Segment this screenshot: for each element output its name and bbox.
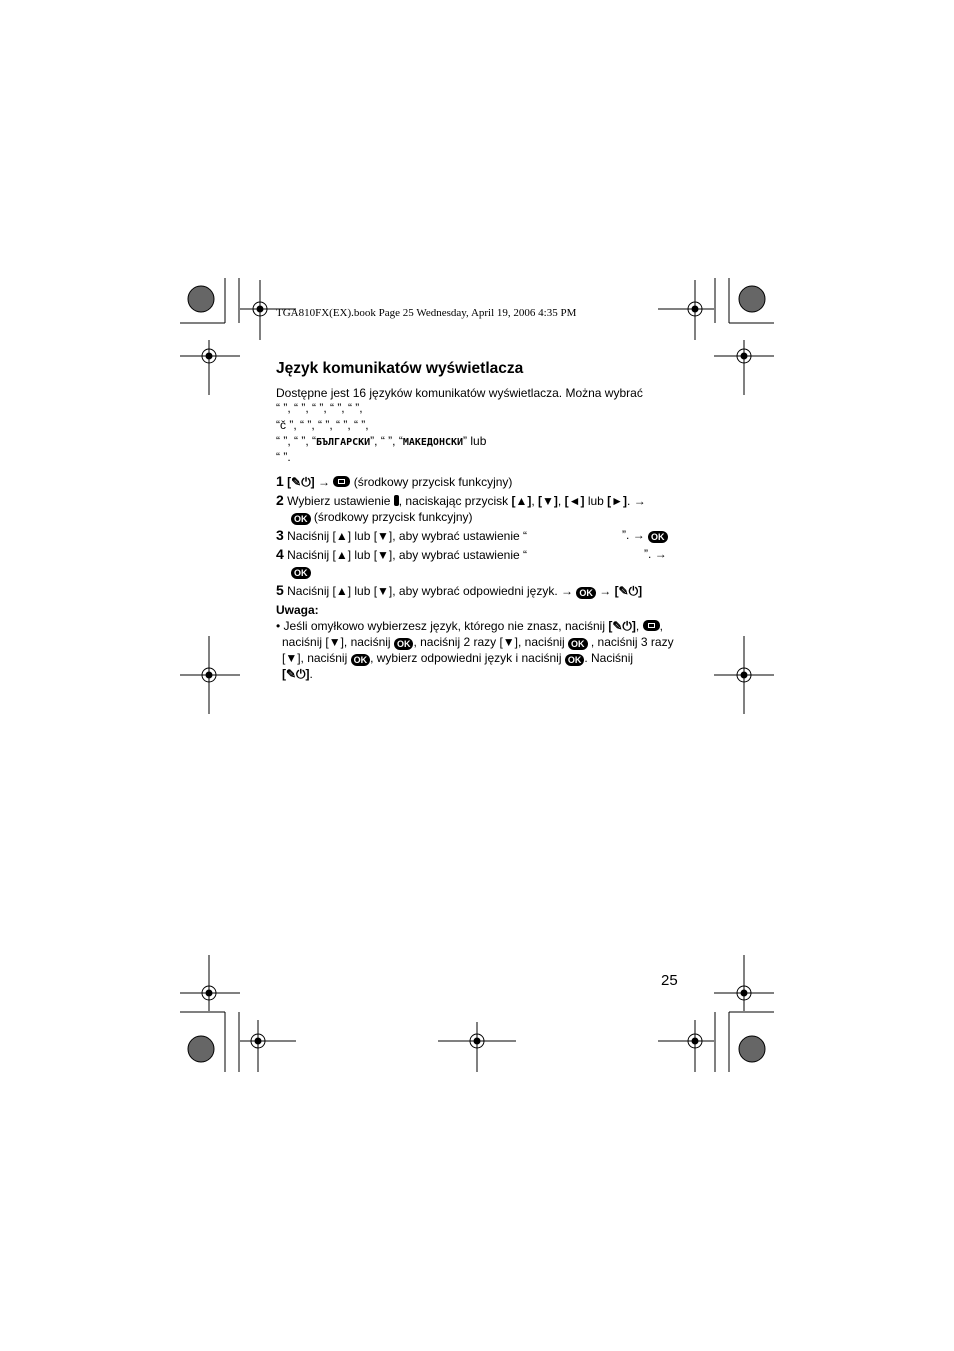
comma: , xyxy=(635,619,640,633)
lang-lub: ” lub xyxy=(463,434,487,448)
note-label: Uwaga: xyxy=(276,603,319,617)
language-list-line-2 xyxy=(276,418,369,432)
arrow-icon: → xyxy=(599,584,612,598)
note-line-1 xyxy=(276,619,663,633)
note-text: [▼], naciśnij xyxy=(282,651,348,665)
quote-end: ”. xyxy=(622,528,630,542)
comma: , xyxy=(659,619,663,633)
up-key: [▲] xyxy=(511,494,532,508)
note-text: naciśnij [▼], naciśnij xyxy=(282,635,391,649)
ok-key-icon: OK xyxy=(291,567,311,579)
ok-key-icon: OK xyxy=(291,513,311,525)
ok-key-icon: OK xyxy=(394,638,414,650)
step-text: Naciśnij [▲] lub [▼], aby wybrać odpowiedni język. xyxy=(287,584,558,598)
note-text: , naciśnij 3 razy xyxy=(590,635,674,649)
comma: , xyxy=(531,494,535,508)
section-title: Język komunikatów wyświetlacza xyxy=(276,360,524,377)
step-5 xyxy=(276,583,642,599)
file-info-header: TGA810FX(EX).book Page 25 Wednesday, April 19, 2006 4:35 PM xyxy=(276,307,577,319)
off-key: [✎⏻] xyxy=(287,475,315,489)
ok-key-icon: OK xyxy=(351,654,371,666)
right-key: [►] xyxy=(607,494,628,508)
arrow-icon: → xyxy=(654,547,667,561)
step-3 xyxy=(276,528,527,543)
step-text: Naciśnij [▲] lub [▼], aby wybrać ustawienie “ xyxy=(287,529,527,543)
ok-key-icon: OK xyxy=(648,531,668,543)
step-number: 5 xyxy=(276,582,284,598)
menu-key-icon xyxy=(643,620,660,631)
period: . xyxy=(627,494,631,508)
lang-prefix: “č xyxy=(276,418,286,432)
arrow-icon: → xyxy=(633,494,646,508)
left-key: [◄] xyxy=(564,494,585,508)
step-4-end xyxy=(644,547,667,561)
off-key: [✎⏻] xyxy=(282,667,310,681)
note-line-3 xyxy=(282,651,633,666)
menu-key-icon xyxy=(333,476,350,487)
step-text: (środkowy przycisk funkcyjny) xyxy=(313,510,473,524)
language-list-line-3 xyxy=(276,434,486,450)
ok-key-icon: OK xyxy=(565,654,585,666)
off-key: [✎⏻] xyxy=(614,584,643,598)
step-number: 3 xyxy=(276,527,284,543)
language-list-line-1: “ ”, “ ”, “ ”, “ ”, “ ”, xyxy=(276,401,363,415)
language-list-line-4: “ ”. xyxy=(276,450,291,464)
step-number: 4 xyxy=(276,546,284,562)
step-text: Naciśnij [▲] lub [▼], aby wybrać ustawienie “ xyxy=(287,548,527,562)
note-line-2 xyxy=(282,635,674,650)
step-text: Wybierz ustawienie xyxy=(287,494,391,508)
page-number: 25 xyxy=(661,972,678,989)
note-text: , wybierz odpowiedni język i naciśnij xyxy=(370,651,562,665)
lang-blank-a: “ ”, “ ”, “ xyxy=(276,434,316,448)
arrow-icon: → xyxy=(561,584,574,598)
step-2 xyxy=(276,493,646,508)
step-text: (środkowy przycisk funkcyjny) xyxy=(353,475,513,489)
period: . xyxy=(309,667,313,681)
lang-rest: ”, “ ”, “ ”, “ ”, “ ”, xyxy=(286,418,369,432)
ok-key-icon: OK xyxy=(568,638,588,650)
arrow-icon: → xyxy=(632,528,645,542)
note-line-4 xyxy=(282,667,313,681)
ok-key-icon: OK xyxy=(576,587,596,599)
quote-end: ”. xyxy=(644,547,652,561)
step-1 xyxy=(276,474,512,489)
intro-text: Dostępne jest 16 języków komunikatów wyświetlacza. Można wybrać xyxy=(276,386,643,400)
step-number: 1 xyxy=(276,473,284,489)
arrow-icon: → xyxy=(318,475,331,489)
step-2-continued xyxy=(291,510,473,525)
lang-bulgarian: БЪЛГАРСКИ xyxy=(315,437,371,448)
note-text: , naciśnij 2 razy [▼], naciśnij xyxy=(413,635,565,649)
step-4 xyxy=(276,547,527,562)
off-key: [✎⏻] xyxy=(608,619,636,633)
note-text: • Jeśli omyłkowo wybierzesz język, którego nie znasz, naciśnij xyxy=(276,619,605,633)
note-text: . Naciśnij xyxy=(584,651,634,665)
step-3-end xyxy=(622,528,668,543)
step-number: 2 xyxy=(276,492,284,508)
lang-blank-b: ”, “ ”, “ xyxy=(370,434,403,448)
step-text: , naciskając przycisk xyxy=(398,494,509,508)
down-key: [▼] xyxy=(538,494,558,508)
lang-macedonian: МАКЕДОНСКИ xyxy=(402,437,464,448)
step-text: lub xyxy=(587,494,604,508)
step-4-continued xyxy=(291,564,311,579)
comma: , xyxy=(557,494,562,508)
